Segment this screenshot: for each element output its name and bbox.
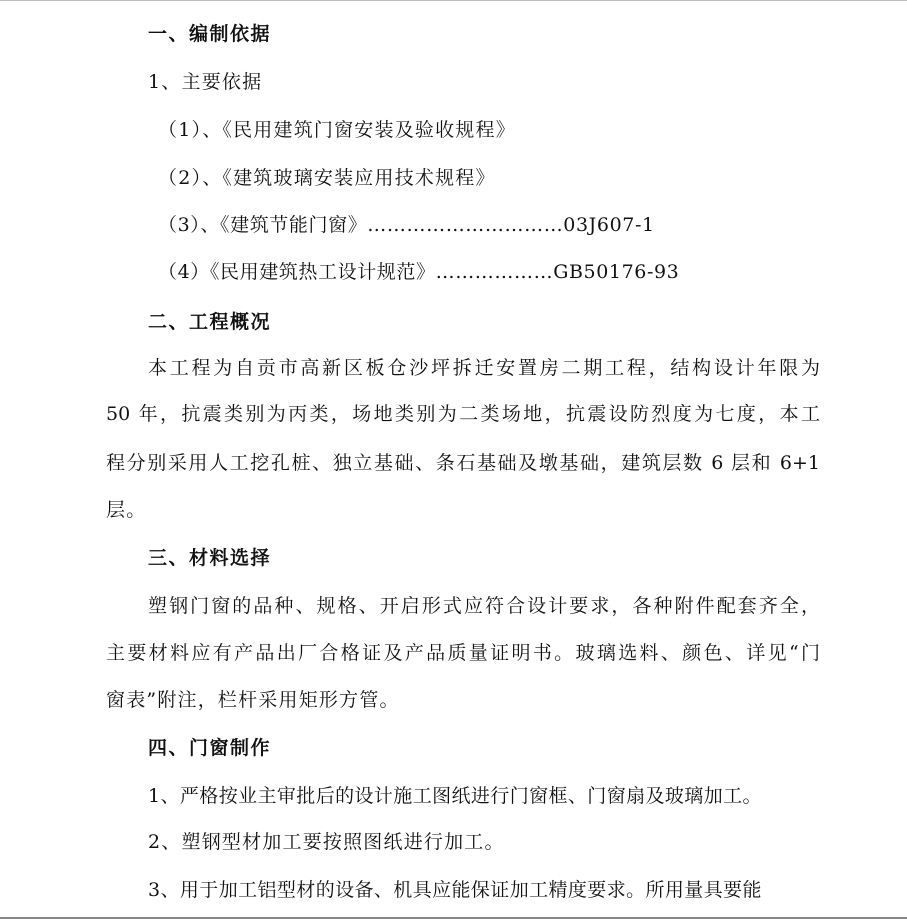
basis-item-2: （2）、《建筑玻璃安装应用技术规程》 xyxy=(158,167,496,189)
page-top-border xyxy=(0,0,907,1)
section-heading-materials: 三、材料选择 xyxy=(148,547,272,569)
section-heading-overview: 二、工程概况 xyxy=(148,311,272,333)
fabrication-item-3: 3、用于加工铝型材的设备、机具应能保证加工精度要求。所用量具要能 xyxy=(148,879,762,901)
materials-line-3: 窗表”附注，栏杆采用矩形方管。 xyxy=(106,689,400,711)
materials-line-1: 塑钢门窗的品种、规格、开启形式应符合设计要求，各种附件配套齐全， xyxy=(148,595,820,617)
basis-item-1: （1）、《民用建筑门窗安装及验收规程》 xyxy=(158,119,516,141)
overview-line-2: 50 年，抗震类别为丙类，场地类别为二类场地，抗震设防烈度为七度，本工 xyxy=(106,403,820,425)
section-heading-basis: 一、编制依据 xyxy=(148,23,272,45)
overview-line-3: 程分别采用人工挖孔桩、独立基础、条石基础及墩基础，建筑层数 6 层和 6+1 xyxy=(106,452,820,474)
basis-item-3: （3）、《建筑节能门窗》…………………………03J607-1 xyxy=(158,214,655,236)
overview-line-4: 层。 xyxy=(106,499,147,521)
materials-line-2: 主要材料应有产品出厂合格证及产品质量证明书。玻璃选料、颜色、详见“门 xyxy=(106,642,820,664)
sub-heading-main-basis: 1、主要依据 xyxy=(148,71,263,93)
fabrication-item-2: 2、塑钢型材加工要按照图纸进行加工。 xyxy=(148,831,505,853)
fabrication-item-1: 1、严格按业主审批后的设计施工图纸进行门窗框、门窗扇及玻璃加工。 xyxy=(148,785,762,807)
basis-item-4: （4）《民用建筑热工设计规范》………………GB50176-93 xyxy=(158,261,680,283)
overview-line-1: 本工程为自贡市高新区板仓沙坪拆迁安置房二期工程，结构设计年限为 xyxy=(148,357,820,379)
section-heading-fabrication: 四、门窗制作 xyxy=(148,737,272,759)
